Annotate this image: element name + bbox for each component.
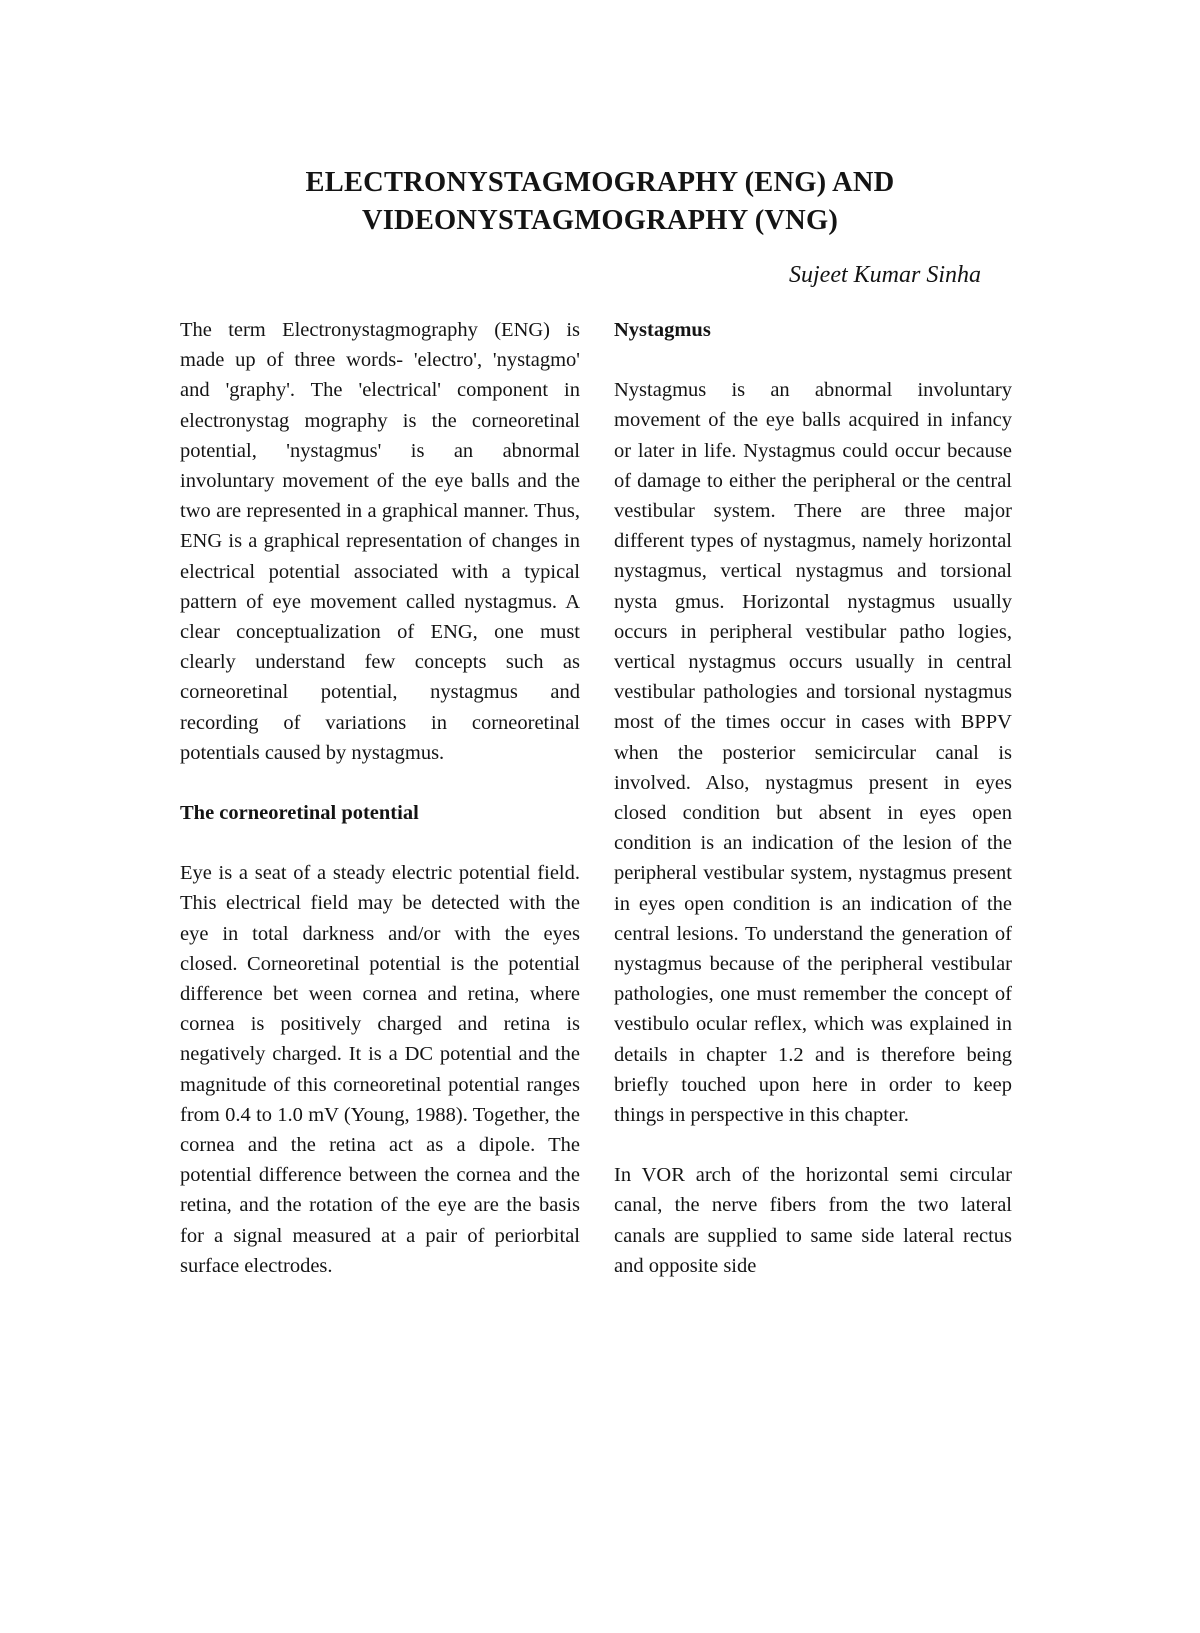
nystagmus-paragraph: Nystagmus is an abnormal involuntary movement of the eye balls acquired in infancy or later in life. Nystagmus could occur because of damage to either the peripheral or the central vestibular system. There are three major different types of nystagmus, namely horizontal nystagmus, vertical nystagmus and torsional nysta gmus. Horizontal nystagmus usually occurs in peripheral vestibular patho logies, vertical nystagmus occurs usually in central vestibular pathologies and torsional nystagmus most of the times occur in cases with BPPV when the posterior semicircular canal is involved. Also, nystagmus present in eyes closed condition but absent in eyes open condition is an indication of the lesion of the peripheral vestibular system, nystagmus present in eyes open condition is an indication of the central lesions. To understand the generation of nystagmus because of the peripheral vestibular pathologies, one must remember the concept of vestibulo ocular reflex, which was explained in details in chapter 1.2 and is therefore being briefly touched upon here in order to keep things in perspective in this chapter. xyxy=(614,379,1012,1127)
intro-paragraph: The term Electronystagmography (ENG) is made up of three words- 'electro', 'nystagmo' and 'graphy'. The 'electrical' component in electronystag mography is the corneoretinal potential, 'nystagmus' is an abnormal involuntary movement of the eye balls and the two are represented in a graphical manner. Thus, ENG is a graphical representation of changes in electrical potential associated with a typical pattern of eye movement called nystagmus. A clear conceptualization of ENG, one must clearly understand few concepts such as corneoretinal potential, nystagmus and recording of variations in corneoretinal potentials caused by nystagmus. xyxy=(180,319,580,764)
right-column xyxy=(614,315,1012,1281)
document-title xyxy=(0,164,1200,240)
author-name: Sujeet Kumar Sinha xyxy=(789,262,981,288)
left-column xyxy=(180,315,580,1281)
vor-paragraph: In VOR arch of the horizontal semi circular canal, the nerve fibers from the two lateral canals are supplied to same side lateral rectus and opposite side xyxy=(614,1164,1012,1277)
title-line-1: ELECTRONYSTAGMOGRAPHY (ENG) AND xyxy=(305,167,895,198)
section-heading-nystagmus: Nystagmus xyxy=(614,319,711,341)
title-line-2: VIDEONYSTAGMOGRAPHY (VNG) xyxy=(361,205,839,236)
corneoretinal-paragraph: Eye is a seat of a steady electric potential field. This electrical field may be detected with the eye in total darkness and/or with the eyes closed. Corneoretinal potential is the potential difference bet ween cornea and retina, where cornea is positively charged and retina is negatively charged. It is a DC potential and the magnitude of this corneoretinal potential ranges from 0.4 to 1.0 mV (Young, 1988). Together, the cornea and the retina act as a dipole. The potential difference between the cornea and the retina, and the rotation of the eye are the basis for a signal measured at a pair of periorbital surface electrodes. xyxy=(180,862,580,1277)
section-heading-corneoretinal: The corneoretinal potential xyxy=(180,802,419,825)
